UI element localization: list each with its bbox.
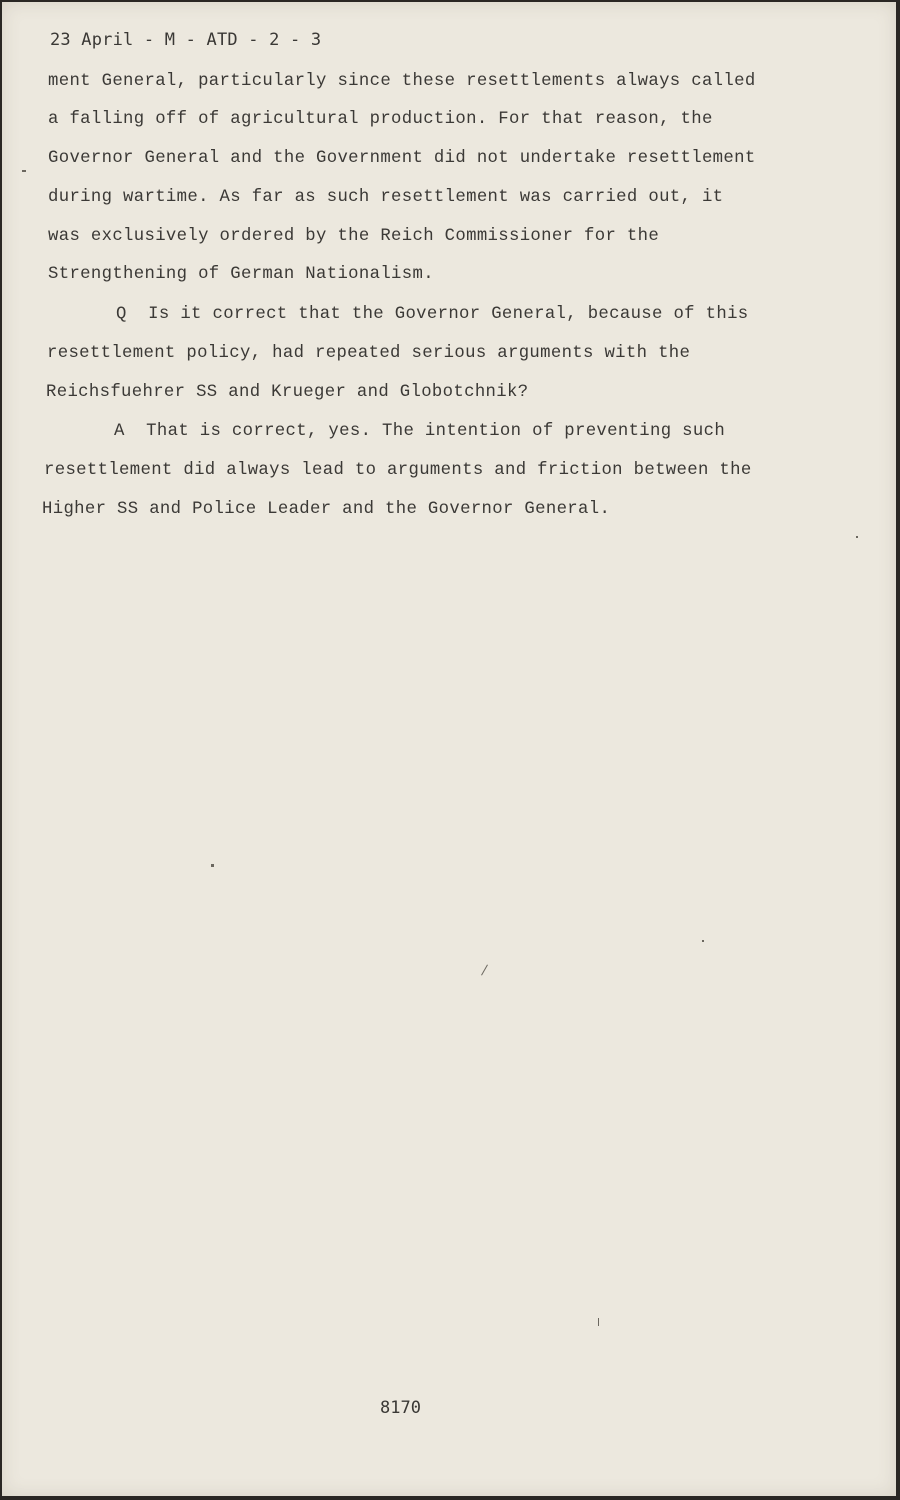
- transcript-line: resettlement did always lead to arguments and friction between the: [44, 461, 752, 480]
- paper-speck: [856, 536, 858, 538]
- page-header-reference: 23 April - M - ATD - 2 - 3: [50, 30, 322, 50]
- transcript-line: resettlement policy, had repeated serious arguments with the: [47, 344, 691, 363]
- paper-speck: [211, 864, 214, 867]
- document-page: [2, 2, 896, 1496]
- paper-speck: [22, 170, 26, 172]
- transcript-line: ment General, particularly since these resettlements always called: [48, 72, 756, 91]
- transcript-line: was exclusively ordered by the Reich Commissioner for the: [48, 227, 660, 246]
- question-line: Q Is it correct that the Governor General, because of this: [116, 305, 749, 324]
- transcript-line: Strengthening of German Nationalism.: [48, 265, 434, 284]
- transcript-line: a falling off of agricultural production. For that reason, the: [48, 110, 713, 129]
- transcript-line: Reichsfuehrer SS and Krueger and Globotchnik?: [46, 383, 529, 402]
- transcript-line: during wartime. As far as such resettlement was carried out, it: [48, 188, 724, 207]
- transcript-line: Governor General and the Government did not undertake resettlement: [48, 149, 756, 168]
- page-number: 8170: [380, 1398, 421, 1418]
- answer-line: A That is correct, yes. The intention of preventing such: [114, 422, 726, 441]
- paper-scratch: [481, 965, 488, 976]
- paper-speck: [702, 940, 704, 942]
- transcript-line: Higher SS and Police Leader and the Governor General.: [42, 500, 611, 519]
- paper-scratch: [598, 1318, 599, 1326]
